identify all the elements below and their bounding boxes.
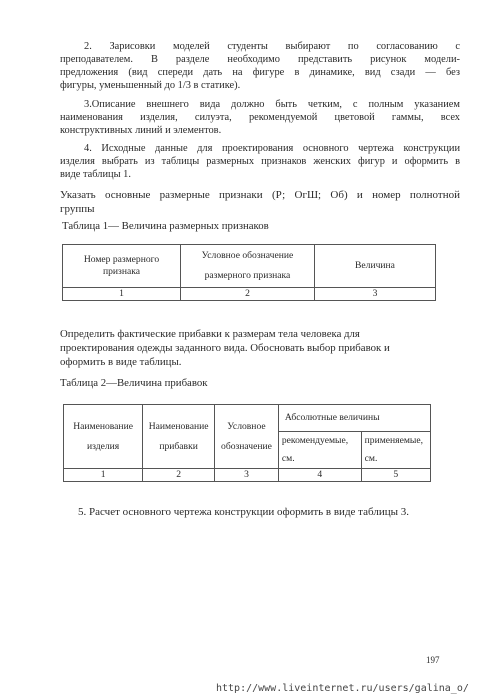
- cell-text: см.: [281, 453, 295, 464]
- page-number: 197: [426, 655, 440, 665]
- table-cell: 1: [64, 469, 143, 482]
- cell-text: прибавки: [159, 440, 198, 452]
- table-2-caption: Таблица 2—Величина прибавок: [60, 377, 208, 389]
- text-line: изделия выбрать из таблицы размерных признаков женских фигур и оформить в: [60, 156, 460, 167]
- text-line: конструктивных линий и элементов.: [60, 125, 222, 136]
- text-line: 4. Исходные данные для проектирования основного чертежа конструкции: [84, 143, 460, 154]
- text-line: оформить в виде таблицы.: [60, 356, 182, 368]
- paragraph-5: [60, 188, 460, 216]
- text-line: 2. Зарисовки моделей студенты выбирают по согласованию с: [84, 41, 460, 52]
- table-cell: 4: [278, 469, 361, 482]
- table-header-cell: [64, 405, 143, 469]
- paragraph-2: [60, 40, 460, 92]
- cell-text: Условное: [227, 420, 266, 432]
- paragraph-6: [60, 327, 420, 369]
- paragraph-3: [60, 98, 460, 137]
- text-line: преподавателем. В разделе необходимо представить рисунок модели-: [60, 54, 460, 65]
- cell-text: применяемые,: [364, 435, 424, 446]
- table-header-cell: [361, 432, 430, 469]
- cell-text: размерного признака: [204, 270, 291, 281]
- cell-text: рекомендуемые,: [281, 435, 349, 446]
- table-2: [63, 404, 431, 482]
- table-cell: 3: [314, 288, 435, 301]
- text-line: проектирования одежды заданного вида. Обосновать выбор прибавок и: [60, 342, 390, 354]
- text-line: группы: [60, 203, 95, 215]
- table-cell: 5: [361, 469, 430, 482]
- table-cell: 2: [143, 469, 215, 482]
- text-line: виде таблицы 1.: [60, 169, 131, 180]
- cell-text: признака: [102, 266, 140, 277]
- text-line: 3.Описание внешнего вида должно быть четким, с полным указанием: [84, 99, 460, 110]
- table-header-cell: [63, 245, 181, 288]
- cell-text: изделия: [86, 440, 120, 452]
- table-header-cell: [143, 405, 215, 469]
- table-cell: 2: [180, 288, 314, 301]
- cell-text: см.: [364, 453, 378, 464]
- cell-text: Условное обозначение: [201, 250, 294, 261]
- text-line: предложения (вид спереди дать на фигуре в динамике, вид сзади — без: [60, 67, 460, 78]
- text-line: Определить фактические прибавки к размерам тела человека для: [60, 328, 360, 340]
- paragraph-4: [60, 142, 460, 181]
- table-cell: 1: [63, 288, 181, 301]
- cell-text: Наименование: [73, 420, 133, 432]
- footer-url: http://www.liveinternet.ru/users/galina_o/: [216, 683, 469, 694]
- item-5: 5. Расчет основного чертежа конструкции оформить в виде таблицы 3.: [78, 506, 409, 518]
- table-cell: 3: [215, 469, 279, 482]
- table-header-cell: [278, 432, 361, 469]
- text-line: фигуры, уменьшенный до 1/3 в статике).: [60, 80, 241, 91]
- cell-text: Наименование: [148, 420, 209, 432]
- table-group-header: Абсолютные величины: [278, 405, 430, 432]
- table-1: [62, 244, 436, 301]
- table-1-caption: Таблица 1— Величина размерных признаков: [62, 220, 269, 232]
- table-header-cell: [180, 245, 314, 288]
- cell-text: Номер размерного: [83, 254, 160, 265]
- text-line: наименования изделия, силуэта, рекомендуемой цветовой гаммы, всех: [60, 112, 460, 123]
- table-header-cell: Величина: [314, 245, 435, 288]
- table-header-cell: [215, 405, 279, 469]
- text-line: Указать основные размерные признаки (Р; ОгШ; Об) и номер полнотной: [60, 189, 460, 201]
- cell-text: обозначение: [221, 440, 272, 452]
